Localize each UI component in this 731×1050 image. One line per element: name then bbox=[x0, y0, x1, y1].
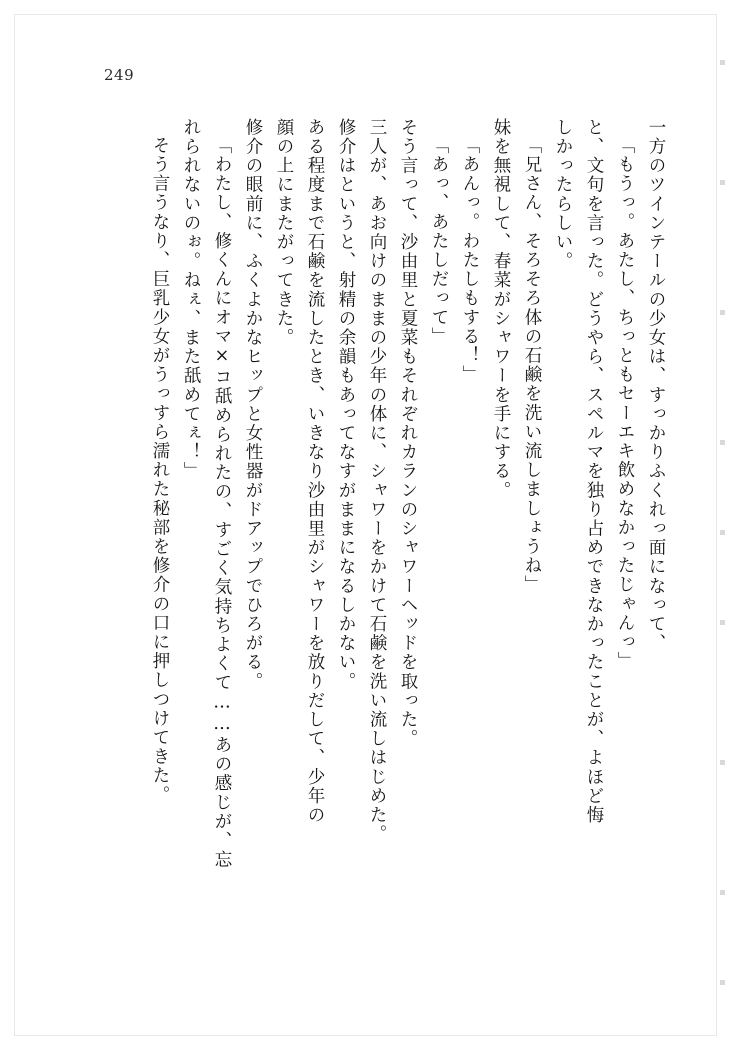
text-column: 「あっ、あたしだって」 bbox=[429, 136, 449, 347]
text-column: 「わたし、修くんにオマ×コ舐められたの、すごく気持ちよくて……あの感じが、忘 bbox=[212, 136, 232, 870]
vertical-text-body bbox=[70, 118, 671, 996]
text-column: 顔の上にまたがってきた。 bbox=[274, 118, 294, 348]
text-column: と、文句を言った。どうやら、スペルマを独り占めできなかったことが、よほど悔 bbox=[584, 118, 604, 825]
text-column: 一方のツインテールの少女は、すっかりふくれっ面になって、 bbox=[646, 118, 666, 653]
text-column: 三人が、あお向けのままの少年の体に、シャワーをかけて石鹸を洗い流しはじめた。 bbox=[367, 118, 387, 844]
text-column: 妹を無視して、春菜がシャワーを手にする。 bbox=[491, 118, 511, 500]
text-column: れられないのぉ。ねぇ、また舐めてぇ！」 bbox=[181, 118, 201, 481]
scan-edge-marks bbox=[717, 60, 727, 990]
text-column: 「兄さん、そろそろ体の石鹸を洗い流しましょうね」 bbox=[522, 136, 542, 595]
text-column: そう言って、沙由里と夏菜もそれぞれカランのシャワーヘッドを取った。 bbox=[398, 118, 418, 749]
text-column: しかったらしい。 bbox=[553, 118, 573, 271]
text-column: 修介の眼前に、ふくよかなヒップと女性器がドアップでひろがる。 bbox=[243, 118, 263, 691]
text-column: ある程度まで石鹸を流したとき、いきなり沙由里がシャワーを放りだして、少年の bbox=[305, 118, 325, 825]
text-column: 「あんっ。わたしもする！」 bbox=[460, 136, 480, 385]
page-number: 249 bbox=[104, 66, 135, 84]
text-column: 修介はというと、射精の余韻もあってなすがままになるしかない。 bbox=[336, 118, 356, 691]
text-column: そう言うなり、巨乳少女がうっすら濡れた秘部を修介の口に押しつけてきた。 bbox=[150, 136, 170, 805]
text-column: 「もうっ。あたし、ちっともセーエキ飲めなかったじゃんっ」 bbox=[615, 136, 635, 671]
